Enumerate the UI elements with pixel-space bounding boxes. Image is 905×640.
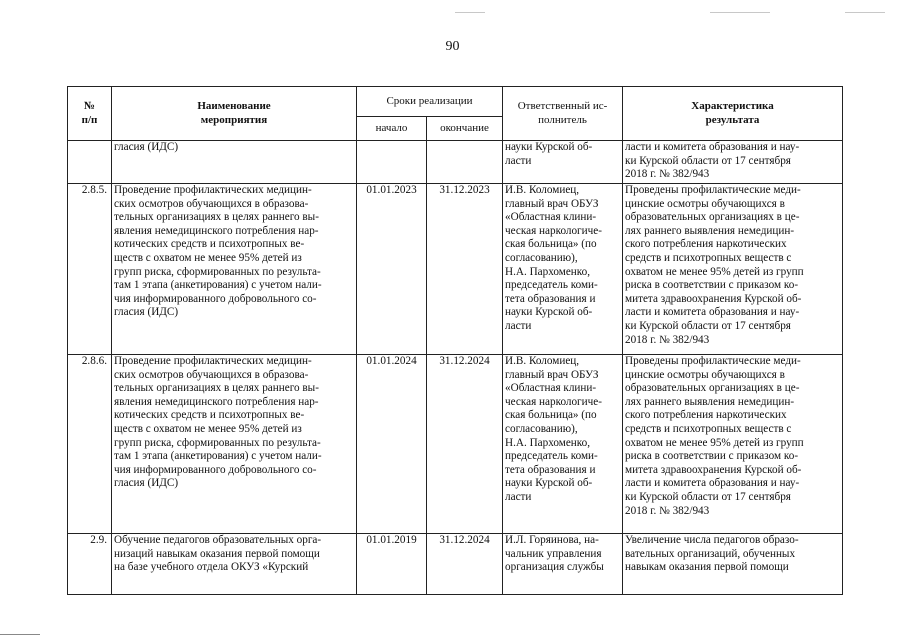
responsible-executor-line: организация службы: [505, 561, 604, 574]
activity-name-line: низаций навыкам оказания первой помощи: [114, 547, 320, 560]
result-description-line: вательных организаций, обученных: [625, 547, 796, 560]
activity-name-line: котических средств и психотропных ве-: [114, 409, 305, 422]
responsible-executor: [503, 534, 623, 595]
activity-name-line: ществ с охватом не менее 95% детей из: [114, 251, 302, 264]
responsible-executor-line: ласти: [505, 319, 532, 332]
activity-name-line: там 1 этапа (анкетирования) с учетом нали-: [114, 279, 322, 292]
table-row: [68, 184, 843, 355]
result-description-line: охватом не менее 95% детей из групп: [625, 436, 804, 449]
responsible-executor: [503, 355, 623, 534]
responsible-executor-line: науки Курской об-: [505, 477, 593, 490]
result-description-line: ского потребления наркотических: [625, 409, 787, 422]
activity-name-line: там 1 этапа (анкетирования) с учетом нали-: [114, 450, 322, 463]
end-date: 31.12.2023: [427, 184, 503, 355]
start-date: 01.01.2024: [357, 355, 427, 534]
plan-table: [67, 86, 843, 595]
activity-name-line: на базе учебного отдела ОКУЗ «Курский: [114, 561, 309, 574]
header-responsible: Ответственный ис- полнитель: [503, 87, 623, 141]
responsible-executor-line: ческая наркологиче-: [505, 395, 602, 408]
result-description: [623, 355, 843, 534]
responsible-executor-line: чальник управления: [505, 547, 602, 560]
scan-mark: [845, 12, 885, 13]
activity-name-line: ских осмотров обучающихся в образова-: [114, 368, 309, 381]
responsible-executor-line: председатель коми-: [505, 450, 598, 463]
header-end: окончание: [427, 117, 503, 141]
activity-name-line: чия информированного добровольного со-: [114, 292, 317, 305]
page-number: 90: [445, 39, 460, 54]
scan-mark: [0, 634, 40, 635]
activity-name-line: явления немедицинского потребления нар-: [114, 395, 319, 408]
result-description-line: ласти и комитета образования и нау-: [625, 306, 800, 319]
activity-name-line: групп риска, сформированных по результа-: [114, 265, 321, 278]
table-row: [68, 355, 843, 534]
scan-mark: [710, 12, 770, 13]
responsible-executor-line: согласованию),: [505, 251, 578, 264]
result-description-line: лях раннего выявления немедицин-: [625, 224, 795, 237]
responsible-executor-line: председатель коми-: [505, 279, 598, 292]
row-number: 2.8.5.: [68, 184, 112, 355]
responsible-executor-line: ласти: [505, 154, 532, 167]
responsible-executor-line: И.Л. Горяинова, на-: [505, 534, 599, 546]
responsible-executor-line: науки Курской об-: [505, 306, 593, 319]
end-date: 31.12.2024: [427, 534, 503, 595]
result-description-line: образовательных организациях в це-: [625, 211, 800, 224]
header-result: Характеристика результата: [623, 87, 843, 141]
result-description-line: охватом не менее 95% детей из групп: [625, 265, 804, 278]
responsible-executor-line: тета образования и: [505, 292, 596, 305]
responsible-executor-line: Н.А. Пархоменко,: [505, 265, 591, 278]
result-description-line: цинские осмотры обучающихся в: [625, 197, 785, 210]
table-row: [68, 141, 843, 184]
row-number: 2.9.: [68, 534, 112, 595]
header-start: начало: [357, 117, 427, 141]
end-date: [427, 141, 503, 184]
result-description-line: 2018 г. № 382/943: [625, 504, 710, 517]
responsible-executor-line: «Областная клини-: [505, 211, 597, 224]
result-description-line: лях раннего выявления немедицин-: [625, 395, 795, 408]
responsible-executor-line: ласти: [505, 490, 532, 503]
activity-name-line: Обучение педагогов образовательных орга-: [114, 534, 322, 546]
responsible-executor-line: главный врач ОБУЗ: [505, 197, 599, 210]
scan-mark: [455, 12, 485, 13]
result-description-line: ласти и комитета образования и нау-: [625, 477, 800, 490]
result-description-line: ласти и комитета образования и нау-: [625, 141, 800, 153]
result-description-line: риска в соответствии с приказом ко-: [625, 450, 799, 463]
header-name: Наименование мероприятия: [112, 87, 357, 141]
result-description: [623, 534, 843, 595]
responsible-executor-line: ческая наркологиче-: [505, 224, 602, 237]
result-description-line: митета здравоохранения Курской об-: [625, 292, 802, 305]
responsible-executor: [503, 141, 623, 184]
activity-name: [112, 534, 357, 595]
activity-name-line: групп риска, сформированных по результа-: [114, 436, 321, 449]
activity-name-line: ских осмотров обучающихся в образова-: [114, 197, 309, 210]
start-date: [357, 141, 427, 184]
end-date: 31.12.2024: [427, 355, 503, 534]
activity-name-line: Проведение профилактических медицин-: [114, 184, 312, 196]
activity-name-line: тельных организациях в целях раннего вы-: [114, 382, 319, 395]
result-description-line: образовательных организациях в це-: [625, 382, 800, 395]
responsible-executor-line: согласованию),: [505, 422, 578, 435]
activity-name: [112, 141, 357, 184]
responsible-executor-line: И.В. Коломиец,: [505, 355, 580, 367]
result-description-line: навыкам оказания первой помощи: [625, 561, 789, 574]
responsible-executor-line: главный врач ОБУЗ: [505, 368, 599, 381]
responsible-executor-line: тета образования и: [505, 463, 596, 476]
result-description: [623, 141, 843, 184]
result-description-line: риска в соответствии с приказом ко-: [625, 279, 799, 292]
start-date: 01.01.2019: [357, 534, 427, 595]
activity-name-line: Проведение профилактических медицин-: [114, 355, 312, 367]
activity-name-line: тельных организациях в целях раннего вы-: [114, 211, 319, 224]
result-description-line: Проведены профилактические меди-: [625, 355, 801, 367]
responsible-executor-line: ская больница» (по: [505, 238, 597, 251]
result-description-line: митета здравоохранения Курской об-: [625, 463, 802, 476]
table-row: [68, 534, 843, 595]
start-date: 01.01.2023: [357, 184, 427, 355]
row-number: 2.8.6.: [68, 355, 112, 534]
activity-name: [112, 184, 357, 355]
result-description-line: средств и психотропных веществ с: [625, 251, 792, 264]
activity-name-line: гласия (ИДС): [114, 477, 179, 490]
activity-name: [112, 355, 357, 534]
result-description-line: цинские осмотры обучающихся в: [625, 368, 785, 381]
responsible-executor-line: ская больница» (по: [505, 409, 597, 422]
result-description-line: 2018 г. № 382/943: [625, 333, 710, 346]
result-description-line: средств и психотропных веществ с: [625, 422, 792, 435]
responsible-executor: [503, 184, 623, 355]
result-description: [623, 184, 843, 355]
activity-name-line: гласия (ИДС): [114, 141, 179, 153]
activity-name-line: котических средств и психотропных ве-: [114, 238, 305, 251]
result-description-line: ки Курской области от 17 сентября: [625, 490, 791, 503]
result-description-line: Увеличение числа педагогов образо-: [625, 534, 799, 546]
responsible-executor-line: И.В. Коломиец,: [505, 184, 580, 196]
responsible-executor-line: Н.А. Пархоменко,: [505, 436, 591, 449]
header-num: № п/п: [68, 87, 112, 141]
activity-name-line: гласия (ИДС): [114, 306, 179, 319]
row-number: [68, 141, 112, 184]
activity-name-line: чия информированного добровольного со-: [114, 463, 317, 476]
result-description-line: ского потребления наркотических: [625, 238, 787, 251]
result-description-line: ки Курской области от 17 сентября: [625, 154, 791, 167]
result-description-line: Проведены профилактические меди-: [625, 184, 801, 196]
result-description-line: ки Курской области от 17 сентября: [625, 319, 791, 332]
header-terms: Сроки реализации: [357, 87, 503, 117]
responsible-executor-line: «Областная клини-: [505, 382, 597, 395]
result-description-line: 2018 г. № 382/943: [625, 168, 710, 181]
activity-name-line: явления немедицинского потребления нар-: [114, 224, 319, 237]
activity-name-line: ществ с охватом не менее 95% детей из: [114, 422, 302, 435]
responsible-executor-line: науки Курской об-: [505, 141, 593, 153]
